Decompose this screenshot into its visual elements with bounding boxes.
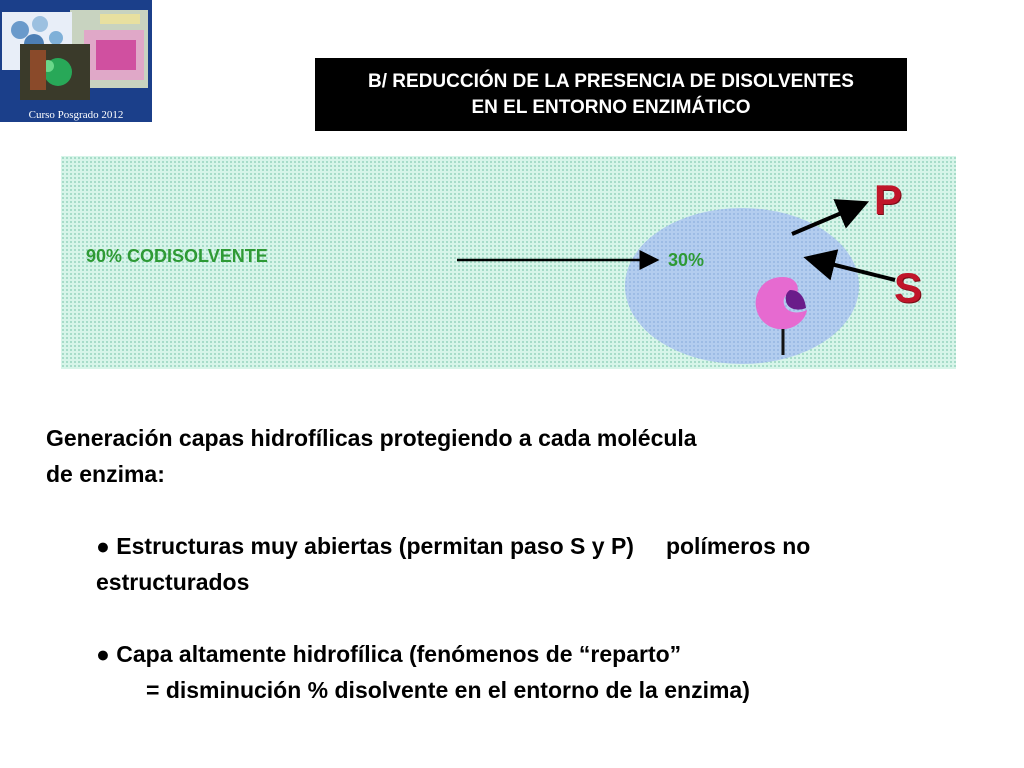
bullet-1-part-b: polímeros no xyxy=(665,533,811,559)
bullet-2-line-1: ● Capa altamente hidrofílica (fenómenos de “reparto” xyxy=(96,641,682,667)
logo-caption: Curso Posgrado 2012 xyxy=(28,109,124,121)
bullet-1-line-1 xyxy=(46,528,986,564)
spacer xyxy=(46,492,986,528)
slide-body xyxy=(46,420,986,708)
substrate-letter: S xyxy=(894,264,923,311)
inner-solvent-label: 30% xyxy=(668,250,705,270)
body-heading-line-2: de enzima: xyxy=(46,461,165,487)
spacer xyxy=(46,600,986,636)
bullet-1-part-a: ● Estructuras muy abiertas (permitan paso S y P) xyxy=(96,533,634,559)
bullet-1-line-2: estructurados xyxy=(96,569,250,595)
title-line-1: B/ REDUCCIÓN DE LA PRESENCIA DE DISOLVENTES xyxy=(368,70,854,92)
body-heading-line-1: Generación capas hidrofílicas protegiendo a cada molécula xyxy=(46,425,697,451)
product-letter: P xyxy=(874,176,903,223)
bullet-2-line-2: = disminución % disolvente en el entorno de la enzima) xyxy=(146,677,750,703)
title-line-2: EN EL ENTORNO ENZIMÁTICO xyxy=(471,96,751,118)
enzyme-environment-ellipse xyxy=(625,208,859,364)
cosolvent-label: 90% CODISOLVENTE xyxy=(86,246,268,266)
